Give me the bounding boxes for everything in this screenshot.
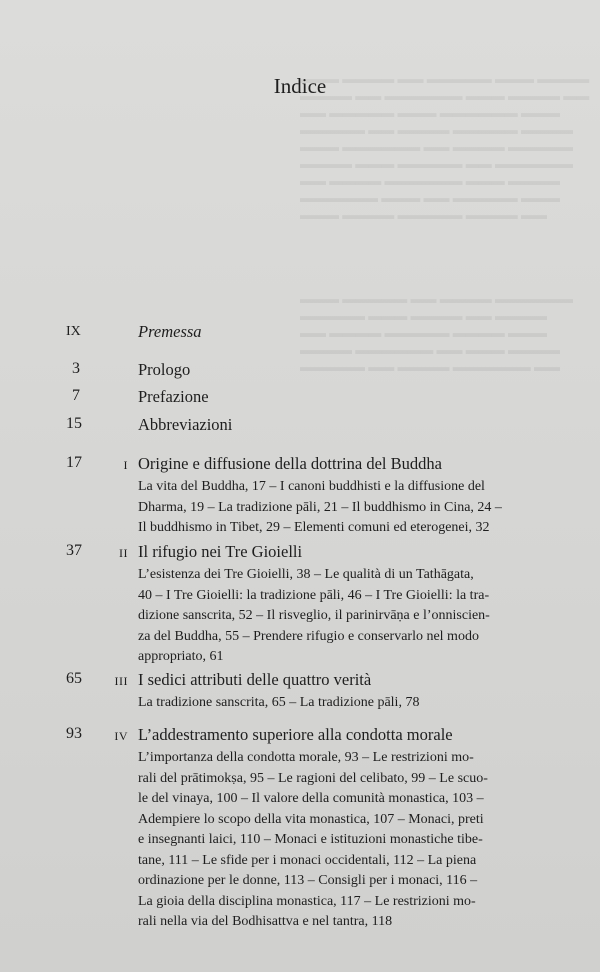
- bleed-through-texture: ▬▬▬ ▬▬▬▬ ▬▬ ▬▬▬▬▬ ▬▬▬ ▬▬▬▬ ▬▬▬▬ ▬▬ ▬▬▬▬▬▬ ▬▬▬ ▬▬▬▬ ▬▬ ▬▬ ▬▬▬▬▬ ▬▬▬ ▬▬▬▬▬▬ ▬▬▬ ▬▬▬▬▬ ▬▬ ▬▬▬▬ ▬▬▬▬▬ ▬▬▬▬ ▬▬▬ ▬▬▬▬▬▬ ▬▬ ▬▬▬▬ ▬▬▬▬▬ ▬▬▬▬ ▬▬▬ ▬▬▬▬▬ ▬▬ ▬▬▬▬▬▬ ▬▬ ▬▬▬▬ ▬▬▬▬▬▬ ▬▬▬ ▬▬▬▬ ▬▬▬▬▬▬ ▬▬▬ ▬▬ ▬▬▬▬▬ ▬▬▬ ▬▬▬ ▬▬▬▬ ▬▬▬▬▬ ▬▬▬▬ ▬▬: [300, 71, 590, 222]
- toc-page-number: 15: [66, 415, 82, 432]
- subsection-line: La gioia della disciplina monastica, 117 – Le restrizioni mo-: [138, 893, 476, 909]
- chapter-number: II: [119, 546, 128, 560]
- subsection-line: le del vinaya, 100 – Il valore della comunità monastica, 103 –: [138, 791, 484, 806]
- page-title: Indice: [273, 74, 327, 98]
- toc-page-number: 3: [72, 360, 80, 377]
- toc-heading: Origine e diffusione della dottrina del Buddha: [138, 454, 442, 473]
- toc-heading: L’addestramento superiore alla condotta morale: [138, 725, 453, 744]
- subsection-line: Dharma, 19 – La tradizione pāli, 21 – Il buddhismo in Cina, 24 –: [138, 499, 502, 515]
- subsection-line: e insegnanti laici, 110 – Monaci e istituzioni monastiche tibe-: [138, 832, 483, 847]
- subsection-line: tane, 111 – Le sfide per i monaci occidentali, 112 – La piena: [138, 852, 477, 868]
- subsection-line: ordinazione per le donne, 113 – Consigli per i monaci, 116 –: [138, 873, 478, 888]
- chapter-subsections: [138, 565, 532, 668]
- subsection-line: La vita del Buddha, 17 – I canoni buddhisti e la diffusione del: [138, 479, 485, 494]
- subsection-line: L’esistenza dei Tre Gioielli, 38 – Le qualità di un Tathāgata,: [138, 567, 474, 582]
- toc-page-number: 65: [66, 670, 82, 687]
- toc-page-number: 93: [66, 725, 82, 742]
- chapter-subsections: [138, 693, 532, 714]
- chapter-number: I: [123, 458, 128, 472]
- bleed-through-texture-2: ▬▬▬ ▬▬▬▬▬ ▬▬ ▬▬▬▬ ▬▬▬▬▬▬ ▬▬▬▬▬ ▬▬▬ ▬▬▬▬ ▬▬ ▬▬▬▬ ▬▬ ▬▬▬▬ ▬▬▬▬▬ ▬▬▬▬ ▬▬▬ ▬▬▬▬ ▬▬▬▬▬▬ ▬▬ ▬▬▬ ▬▬▬▬ ▬▬▬▬▬ ▬▬ ▬▬▬▬ ▬▬▬▬▬▬ ▬▬: [300, 291, 573, 374]
- chapter-subsections: [138, 477, 532, 539]
- toc-page-number: 37: [66, 542, 82, 559]
- toc-heading: Il rifugio nei Tre Gioielli: [138, 542, 303, 561]
- subsection-line: L’importanza della condotta morale, 93 – Le restrizioni mo-: [138, 750, 474, 765]
- subsection-line: za del Buddha, 55 – Prendere rifugio e conservarlo nel modo: [138, 628, 479, 644]
- toc-page-number: IX: [66, 324, 81, 339]
- subsection-line: Il buddhismo in Tibet, 29 – Elementi comuni ed eterogenei, 32: [138, 520, 490, 535]
- subsection-line: La tradizione sanscrita, 65 – La tradizione pāli, 78: [138, 695, 420, 710]
- chapter-number: III: [114, 674, 128, 688]
- toc-heading: Prologo: [138, 360, 191, 379]
- chapter-subsections: [138, 748, 532, 933]
- subsection-line: 40 – I Tre Gioielli: la tradizione pāli, 46 – I Tre Gioielli: la tra-: [138, 587, 490, 603]
- toc-heading: Abbreviazioni: [138, 415, 233, 434]
- toc-heading: Premessa: [138, 322, 202, 341]
- subsection-line: rali del prātimokṣa, 95 – Le ragioni del celibato, 99 – Le scuo-: [138, 770, 488, 786]
- subsection-line: dizione sanscrita, 52 – Il risveglio, il parinirvāṇa e l’onniscien-: [138, 608, 490, 623]
- toc-heading: I sedici attributi delle quattro verità: [138, 670, 372, 689]
- toc-page-number: 17: [66, 454, 82, 471]
- subsection-line: rali nella via del Bodhisattva e nel tantra, 118: [138, 914, 393, 929]
- toc-page-number: 7: [72, 387, 80, 404]
- subsection-line: appropriato, 61: [138, 649, 224, 664]
- toc-heading: Prefazione: [138, 387, 209, 406]
- subsection-line: Adempiere lo scopo della vita monastica, 107 – Monaci, preti: [138, 811, 484, 827]
- chapter-number: IV: [114, 729, 128, 743]
